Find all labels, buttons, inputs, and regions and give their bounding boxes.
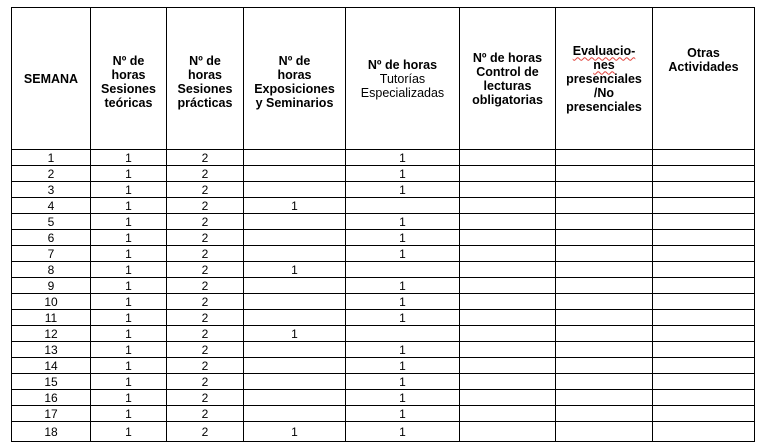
cell-sesiones-teoricas: 1: [91, 262, 167, 278]
cell-evaluaciones: [556, 278, 653, 294]
cell-sesiones-practicas: 2: [167, 326, 244, 342]
header-row: [12, 8, 755, 150]
cell-exposiciones-seminarios: [244, 310, 346, 326]
cell-exposiciones-seminarios: [244, 342, 346, 358]
cell-otras-actividades: [653, 214, 755, 230]
cell-sesiones-teoricas: 1: [91, 358, 167, 374]
cell-exposiciones-seminarios: [244, 214, 346, 230]
cell-tutorias-especializadas: 1: [346, 182, 460, 198]
cell-exposiciones-seminarios: [244, 182, 346, 198]
cell-control-lecturas: [460, 390, 556, 406]
table-row: [12, 422, 755, 442]
table-row: [12, 390, 755, 406]
table-row: [12, 342, 755, 358]
cell-sesiones-practicas: 2: [167, 358, 244, 374]
cell-semana: 7: [12, 246, 91, 262]
cell-tutorias-especializadas: 1: [346, 406, 460, 422]
table-row: [12, 278, 755, 294]
cell-semana: 12: [12, 326, 91, 342]
cell-exposiciones-seminarios: [244, 358, 346, 374]
cell-sesiones-practicas: 2: [167, 262, 244, 278]
cell-otras-actividades: [653, 262, 755, 278]
cell-semana: 10: [12, 294, 91, 310]
cell-sesiones-teoricas: 1: [91, 310, 167, 326]
table-row: [12, 230, 755, 246]
cell-tutorias-especializadas: [346, 262, 460, 278]
cell-semana: 4: [12, 198, 91, 214]
cell-evaluaciones: [556, 406, 653, 422]
cell-sesiones-practicas: 2: [167, 406, 244, 422]
cell-semana: 15: [12, 374, 91, 390]
header-evaluaciones-line-3: presenciales: [566, 71, 642, 86]
cell-exposiciones-seminarios: [244, 230, 346, 246]
cell-sesiones-practicas: 2: [167, 294, 244, 310]
cell-control-lecturas: [460, 166, 556, 182]
cell-tutorias-especializadas: 1: [346, 246, 460, 262]
cell-exposiciones-seminarios: [244, 390, 346, 406]
table-row: [12, 262, 755, 278]
cell-evaluaciones: [556, 422, 653, 442]
header-sesiones-teoricas: Nº de horas Sesiones teóricas: [91, 8, 167, 150]
cell-otras-actividades: [653, 390, 755, 406]
cell-evaluaciones: [556, 246, 653, 262]
cell-exposiciones-seminarios: [244, 278, 346, 294]
cell-tutorias-especializadas: [346, 198, 460, 214]
cell-otras-actividades: [653, 166, 755, 182]
cell-semana: 2: [12, 166, 91, 182]
cell-control-lecturas: [460, 262, 556, 278]
cell-tutorias-especializadas: 1: [346, 358, 460, 374]
cell-otras-actividades: [653, 294, 755, 310]
cell-otras-actividades: [653, 326, 755, 342]
cell-semana: 13: [12, 342, 91, 358]
cell-semana: 5: [12, 214, 91, 230]
cell-otras-actividades: [653, 358, 755, 374]
cell-evaluaciones: [556, 294, 653, 310]
header-evaluaciones-line-5: presenciales: [566, 99, 642, 114]
cell-otras-actividades: [653, 310, 755, 326]
cell-otras-actividades: [653, 422, 755, 442]
header-evaluaciones: [556, 8, 653, 150]
cell-control-lecturas: [460, 246, 556, 262]
table-row: [12, 150, 755, 166]
cell-sesiones-practicas: 2: [167, 342, 244, 358]
header-tutorias-especializadas: Nº de horas Tutorías Especializadas: [346, 8, 460, 150]
table-row: [12, 310, 755, 326]
cell-tutorias-especializadas: 1: [346, 166, 460, 182]
cell-sesiones-teoricas: 1: [91, 326, 167, 342]
cell-sesiones-teoricas: 1: [91, 150, 167, 166]
cell-otras-actividades: [653, 182, 755, 198]
cell-control-lecturas: [460, 374, 556, 390]
cell-evaluaciones: [556, 310, 653, 326]
header-evaluaciones-line-4: /No: [593, 85, 615, 100]
cell-control-lecturas: [460, 342, 556, 358]
cell-evaluaciones: [556, 262, 653, 278]
cell-exposiciones-seminarios: [244, 294, 346, 310]
cell-sesiones-teoricas: 1: [91, 246, 167, 262]
cell-evaluaciones: [556, 374, 653, 390]
cell-sesiones-practicas: 2: [167, 422, 244, 442]
cell-sesiones-teoricas: 1: [91, 342, 167, 358]
cell-sesiones-teoricas: 1: [91, 422, 167, 442]
cell-evaluaciones: [556, 326, 653, 342]
cell-control-lecturas: [460, 230, 556, 246]
cell-sesiones-practicas: 2: [167, 278, 244, 294]
cell-control-lecturas: [460, 278, 556, 294]
cell-tutorias-especializadas: 1: [346, 230, 460, 246]
cell-sesiones-teoricas: 1: [91, 294, 167, 310]
cell-evaluaciones: [556, 150, 653, 166]
table-row: [12, 358, 755, 374]
cell-control-lecturas: [460, 326, 556, 342]
cell-evaluaciones: [556, 358, 653, 374]
cell-exposiciones-seminarios: 1: [244, 262, 346, 278]
cell-sesiones-teoricas: 1: [91, 390, 167, 406]
cell-sesiones-practicas: 2: [167, 390, 244, 406]
cell-exposiciones-seminarios: [244, 374, 346, 390]
cell-otras-actividades: [653, 278, 755, 294]
cell-control-lecturas: [460, 358, 556, 374]
table-row: [12, 182, 755, 198]
table-row: [12, 294, 755, 310]
table-row: [12, 374, 755, 390]
cell-otras-actividades: [653, 198, 755, 214]
table-row: [12, 246, 755, 262]
cell-sesiones-teoricas: 1: [91, 406, 167, 422]
cell-sesiones-practicas: 2: [167, 198, 244, 214]
cell-sesiones-practicas: 2: [167, 166, 244, 182]
cell-otras-actividades: [653, 150, 755, 166]
cell-exposiciones-seminarios: 1: [244, 326, 346, 342]
cell-semana: 11: [12, 310, 91, 326]
cell-control-lecturas: [460, 406, 556, 422]
cell-otras-actividades: [653, 342, 755, 358]
cell-exposiciones-seminarios: [244, 246, 346, 262]
cell-tutorias-especializadas: 1: [346, 342, 460, 358]
header-sesiones-practicas: Nº de horas Sesiones prácticas: [167, 8, 244, 150]
cell-sesiones-practicas: 2: [167, 310, 244, 326]
cell-sesiones-practicas: 2: [167, 182, 244, 198]
cell-semana: 1: [12, 150, 91, 166]
header-semana: SEMANA: [12, 8, 91, 150]
cell-sesiones-practicas: 2: [167, 230, 244, 246]
cell-sesiones-teoricas: 1: [91, 230, 167, 246]
cell-semana: 8: [12, 262, 91, 278]
cell-otras-actividades: [653, 374, 755, 390]
cell-sesiones-practicas: 2: [167, 374, 244, 390]
schedule-table: [11, 7, 755, 442]
cell-sesiones-teoricas: 1: [91, 278, 167, 294]
cell-sesiones-teoricas: 1: [91, 166, 167, 182]
cell-sesiones-practicas: 2: [167, 150, 244, 166]
cell-semana: 3: [12, 182, 91, 198]
table-row: [12, 214, 755, 230]
cell-evaluaciones: [556, 182, 653, 198]
cell-otras-actividades: [653, 246, 755, 262]
cell-exposiciones-seminarios: [244, 150, 346, 166]
cell-control-lecturas: [460, 150, 556, 166]
cell-evaluaciones: [556, 390, 653, 406]
cell-tutorias-especializadas: 1: [346, 294, 460, 310]
cell-tutorias-especializadas: 1: [346, 310, 460, 326]
header-exposiciones-seminarios: Nº de horas Exposiciones y Seminarios: [244, 8, 346, 150]
cell-otras-actividades: [653, 230, 755, 246]
cell-semana: 14: [12, 358, 91, 374]
cell-exposiciones-seminarios: 1: [244, 422, 346, 442]
header-evaluaciones-line-2: nes: [593, 57, 615, 72]
cell-evaluaciones: [556, 166, 653, 182]
cell-sesiones-practicas: 2: [167, 246, 244, 262]
cell-control-lecturas: [460, 422, 556, 442]
cell-tutorias-especializadas: 1: [346, 390, 460, 406]
cell-control-lecturas: [460, 214, 556, 230]
cell-sesiones-practicas: 2: [167, 214, 244, 230]
cell-control-lecturas: [460, 198, 556, 214]
cell-otras-actividades: [653, 406, 755, 422]
cell-sesiones-teoricas: 1: [91, 198, 167, 214]
cell-sesiones-teoricas: 1: [91, 182, 167, 198]
cell-semana: 9: [12, 278, 91, 294]
cell-evaluaciones: [556, 342, 653, 358]
header-otras-actividades: Otras Actividades: [653, 8, 755, 150]
cell-exposiciones-seminarios: [244, 406, 346, 422]
cell-evaluaciones: [556, 230, 653, 246]
cell-semana: 17: [12, 406, 91, 422]
cell-evaluaciones: [556, 214, 653, 230]
cell-tutorias-especializadas: 1: [346, 150, 460, 166]
header-evaluaciones-line-1: Evaluacio-: [572, 43, 636, 58]
cell-tutorias-especializadas: [346, 326, 460, 342]
cell-semana: 6: [12, 230, 91, 246]
cell-sesiones-teoricas: 1: [91, 374, 167, 390]
table-row: [12, 406, 755, 422]
cell-semana: 16: [12, 390, 91, 406]
table-row: [12, 326, 755, 342]
cell-exposiciones-seminarios: 1: [244, 198, 346, 214]
cell-control-lecturas: [460, 310, 556, 326]
cell-sesiones-teoricas: 1: [91, 214, 167, 230]
cell-tutorias-especializadas: 1: [346, 422, 460, 442]
table-row: [12, 166, 755, 182]
cell-exposiciones-seminarios: [244, 166, 346, 182]
cell-control-lecturas: [460, 294, 556, 310]
table-row: [12, 198, 755, 214]
cell-tutorias-especializadas: 1: [346, 278, 460, 294]
cell-evaluaciones: [556, 198, 653, 214]
cell-tutorias-especializadas: 1: [346, 374, 460, 390]
cell-semana: 18: [12, 422, 91, 442]
cell-control-lecturas: [460, 182, 556, 198]
cell-tutorias-especializadas: 1: [346, 214, 460, 230]
header-control-lecturas: Nº de horas Control de lecturas obligatorias: [460, 8, 556, 150]
